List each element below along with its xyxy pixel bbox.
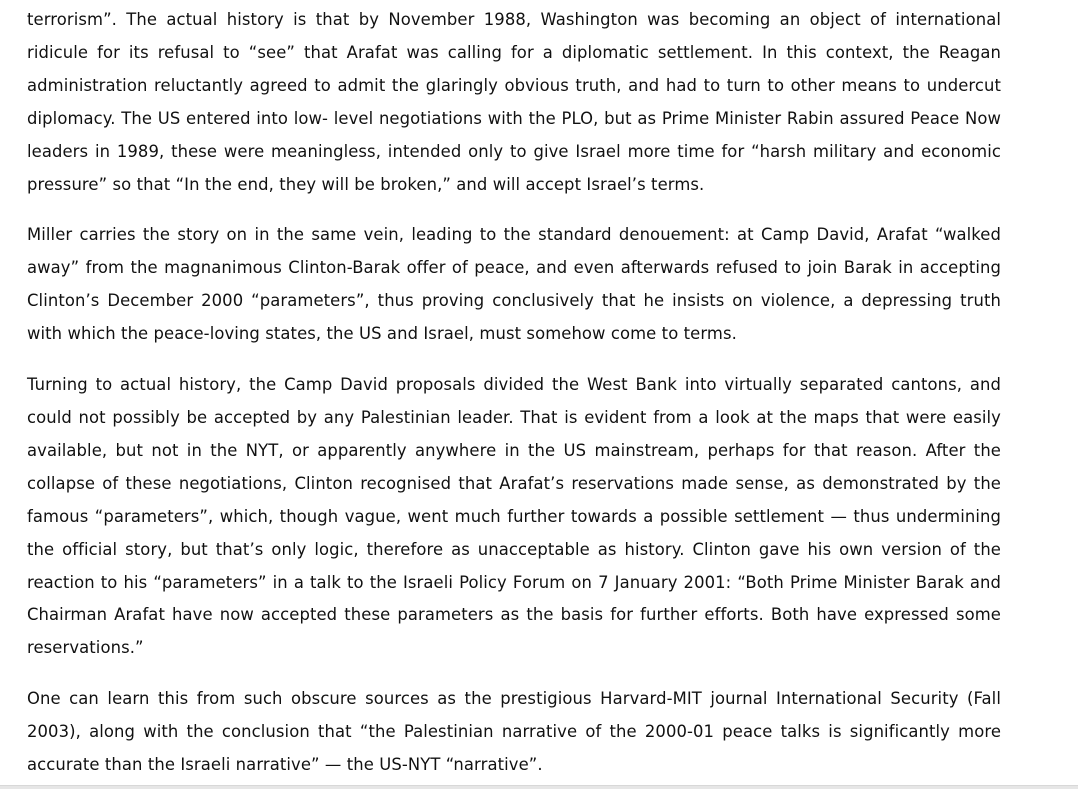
article-paragraph-1: terrorism”. The actual history is that by November 1988, Washington was becoming an object of international ridicule for its refusal to “see” that Arafat was calling for a diplomatic settlement. In this context, the Reagan administration reluctantly agreed to admit the glaringly obvious truth, and had to turn to other means to undercut diplomacy. The US entered into low- level negotiations with the PLO, but as Prime Minister Rabin assured Peace Now leaders in 1989, these were meaningless, intended only to give Israel more time for “harsh military and economic pressure” so that “In the end, they will be broken,” and will accept Israel’s terms. [27,10,1001,194]
article-paragraph-4: One can learn this from such obscure sources as the prestigious Harvard-MIT journal International Security (Fall 2003), along with the conclusion that “the Palestinian narrative of the 2000-01 peace talks is significantly more accurate than the Israeli narrative” — the US-NYT “narrative”. [27,689,1001,775]
page-bottom-divider [0,785,1078,789]
article-paragraph-2: Miller carries the story on in the same vein, leading to the standard denouement: at Camp David, Arafat “walked away” from the magnanimous Clinton-Barak offer of peace, and even afterwards refused to join Barak in accepting Clinton’s December 2000 “parameters”, thus proving conclusively that he insists on violence, a depressing truth with which the peace-loving states, the US and Israel, must somehow come to terms. [27,225,1001,344]
article-body [27,4,1001,800]
article-paragraph-3: Turning to actual history, the Camp David proposals divided the West Bank into virtually separated cantons, and could not possibly be accepted by any Palestinian leader. That is evident from a look at the maps that were easily available, but not in the NYT, or apparently anywhere in the US mainstream, perhaps for that reason. After the collapse of these negotiations, Clinton recognised that Arafat’s reservations made sense, as demonstrated by the famous “parameters”, which, though vague, went much further towards a possible settlement — thus undermining the official story, but that’s only logic, therefore as unacceptable as history. Clinton gave his own version of the reaction to his “parameters” in a talk to the Israeli Policy Forum on 7 January 2001: “Both Prime Minister Barak and Chairman Arafat have now accepted these parameters as the basis for further efforts. Both have expressed some reservations.” [27,375,1001,658]
